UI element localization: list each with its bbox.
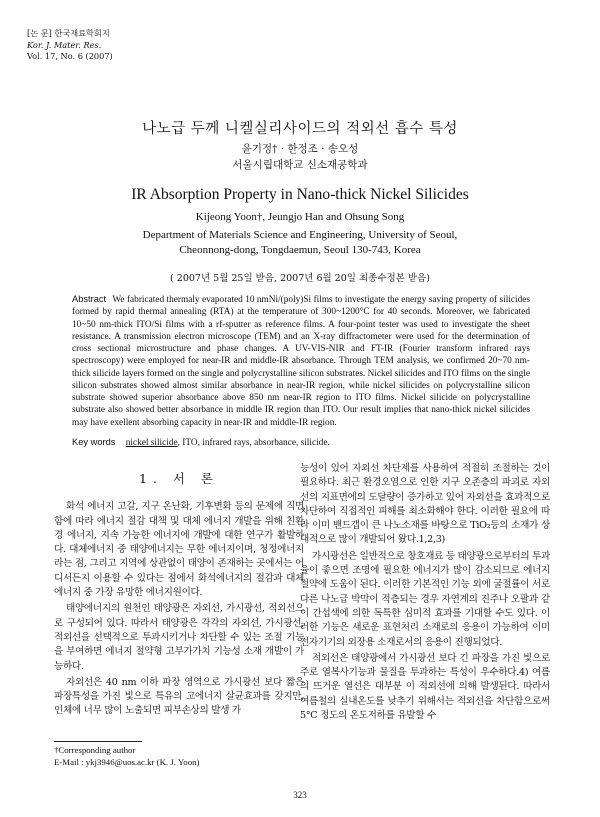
korean-title: 나노급 두께 니켈실리사이드의 적외선 흡수 특성 xyxy=(142,121,458,137)
footnote-divider xyxy=(54,741,142,742)
abstract xyxy=(72,293,530,429)
left-paragraph-1: 화석 에너지 고갈, 지구 온난화, 기후변화 등의 문제에 직면함에 따라 에너지 절감 대책 및 대체 에너지 개발을 위해 친환경 에너지, 지속 가능한 에너지에 개발에 대한 연구가 활발하다. 대체에너지 중 태양에너지는 무한 에너지이며, 청정에너지라는 점, 그리고 지역에 상관없이 태양이 존재하는 곳에서는 어디서든지 이용할 수 있다는 점에서 화석에너지의 절감과 대체에너지 중 가장 유망한 에너지원이다. xyxy=(54,501,304,599)
journal-header xyxy=(27,28,113,63)
right-paragraph-2: 가시광선은 일반적으로 창호재료 등 태양광으로부터의 투과율이 좋으면 조명에 필요한 에너지가 많이 감소되므로 에너지 절약에 도움이 된다. 이러한 기본적인 기능 외에 굴절률이 서로 다른 나노급 박막이 적층되는 경우 자연계의 진주나 오팔과 같이 간섭색에 의한 독특한 심미적 효과를 기대할 수도 있다. 이러한 기능은 새로운 표현처리 소재로의 응용이 가능하여 이미 전자기기의 외장용 소재로서의 응용이 진행되었다. xyxy=(300,550,550,648)
abstract-text: We fabricated thermaly evaporated 10 nmNi/(poly)Si films to investigate the energy saving property of silicides formed by rapid thermal annealing (RTA) at the temperature of 300~1200°C for 40 seconds. Moreover, we fabricated 10~50 nm-thick ITO/Si films with a rf-sputter as reference films. A four-point tester was used to investigate the sheet resistance. A transmission electron microscope (TEM) and an X-ray diffractometer were used for the determination of cross sectional microstructure and phase changes. A UV-VIS-NIR and FT-IR (Fourier transform infrared rays spectroscopy) were employed for near-IR and middle-IR absorbance. Through TEM analysis, we confirmed 20~70 nm-thick silicide layers formed on the single and polycrystalline silicon substrates. Nickel silicides and ITO films on the single silicon substrates showed almost similar absorbance in near-IR region, while nickel silicides on polycrystalline silicon substrate showed superior absorbance above 850 nm near-IR region to ITO films. Nickel silicide on polycrystalline substrate also showed better absorbance in middle IR region than ITO. Our result implies that nano-thick nickel silicides may have exellent absorbing capacity in near-IR and middle-IR region. xyxy=(72,295,531,428)
journal-volume: Vol. 17, No. 6 (2007) xyxy=(27,51,113,61)
keywords xyxy=(72,437,530,448)
page-number: 323 xyxy=(293,790,307,800)
journal-name: Kor. J. Mater. Res. xyxy=(27,39,102,50)
right-column xyxy=(300,462,550,723)
footnote xyxy=(54,744,199,768)
korean-affiliation: 서울시립대학교 신소재공학과 xyxy=(232,159,368,171)
left-column xyxy=(54,462,304,719)
left-paragraph-2: 태양에너지의 원천인 태양광은 자외선, 가시광선, 적외선으로 구성되어 있다. 따라서 태양광은 각각의 자외선, 가시광선, 적외선을 선택적으로 투과시키거나 차단할 수 있는 조절 기능을 부여하면 에너지 절약형 고부가가치 기능성 소재 개발이 가능하다. xyxy=(54,603,304,672)
journal-category: [논 문] 한국재료학회지 xyxy=(27,28,110,38)
keywords-label: Key words xyxy=(72,437,116,447)
english-title: IR Absorption Property in Nano-thick Nickel Silicides xyxy=(131,186,469,203)
english-affiliation xyxy=(0,228,600,258)
keywords-list: , ITO, infrared rays, absorbance, silicide. xyxy=(177,438,330,448)
corresponding-author: †Corresponding author xyxy=(54,745,136,755)
english-authors: Kijeong Yoon†, Jeungjo Han and Ohsung Song xyxy=(195,211,405,223)
korean-authors: 윤기정† · 한정조 · 송오성 xyxy=(241,143,359,155)
abstract-label: Abstract xyxy=(72,294,107,304)
received-dates: ( 2007년 5월 25일 받음, 2007년 6월 20일 최종수정본 받음) xyxy=(170,273,430,284)
affiliation-line-1: Department of Materials Science and Engineering, University of Seoul, xyxy=(142,229,458,241)
keyword-first: nickel silicide xyxy=(125,438,178,448)
right-paragraph-1: 능성이 있어 자외선 차단제를 사용하여 적절히 조절하는 것이 필요하다. 최근 환경오염으로 인한 지구 오존층의 파괴로 자외선의 지표면에의 도달량이 증가하고 있어 자외선을 효과적으로 차단하여 직접적인 피해를 최소화해야 한다. 이러한 필요에 따라 이미 밴드갭이 큰 나노소재를 바탕으로 TiO₂등의 소재가 상대적으로 많이 개발되어 왔다.1,2,3) xyxy=(300,463,550,546)
affiliation-line-2: Cheonnong-dong, Tongdaemun, Seoul 130-743, Korea xyxy=(179,244,421,256)
left-paragraph-3: 자외선은 40 nm 이하 파장 영역으로 가시광선 보다 짧은 파장특성을 가진 빛으로 특유의 고에너지 살균효과를 갖지만, 인체에 너무 많이 노출되면 피부손상의 발생 가 xyxy=(54,676,304,717)
section-heading: 1. 서 론 xyxy=(138,471,220,486)
author-email: E-Mail : ykj3946@uos.ac.kr (K. J. Yoon) xyxy=(54,757,200,767)
right-paragraph-3: 적외선은 태양광에서 가시광선 보다 긴 파장을 가진 빛으로 주로 열복사기능과 물질을 투과하는 특성이 우수하다.4) 여름의 뜨거운 열선은 대부분 이 적외선에 의해 발생된다. 따라서 여름철의 실내온도를 낮추기 위해서는 적외선을 차단함으로써 5°C 정도의 온도저하를 유발할 수 xyxy=(300,652,550,722)
